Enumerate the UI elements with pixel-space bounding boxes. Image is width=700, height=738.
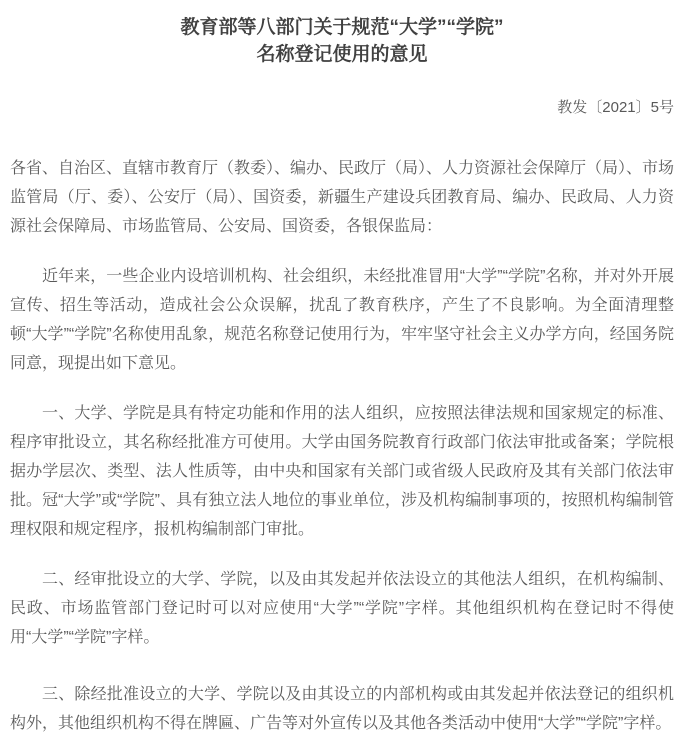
document-number: 教发〔2021〕5号 [557, 99, 674, 116]
document-title-line-2: 名称登记使用的意见 [256, 44, 428, 65]
document-title-line-1: 教育部等八部门关于规范“大学”“学院” [180, 17, 504, 38]
paragraph-intro: 近年来，一些企业内设培训机构、社会组织，未经批准冒用“大学”“学院”名称，并对外开展宣传、招生等活动，造成社会公众误解，扰乱了教育秩序，产生了不良影响。为全面清理整顿“大学”“学院”名称使用乱象，规范名称登记使用行为，牢牢坚守社会主义办学方向，经国务院同意，现提出如下意见。 [10, 268, 674, 372]
document-title [10, 14, 674, 68]
paragraph-item-1: 一、大学、学院是具有特定功能和作用的法人组织，应按照法律法规和国家规定的标准、程序审批设立，其名称经批准方可使用。大学由国务院教育行政部门依法审批或备案；学院根据办学层次、类型、法人性质等，由中央和国家有关部门或省级人民政府及其有关部门依法审批。冠“大学”或“学院”、具有独立法人地位的事业单位，涉及机构编制事项的，按照机构编制管理权限和规定程序，报机构编制部门审批。 [10, 405, 674, 538]
paragraph-addressees: 各省、自治区、直辖市教育厅（教委）、编办、民政厅（局）、人力资源社会保障厅（局）、市场监管局（厅、委）、公安厅（局）、国资委，新疆生产建设兵团教育局、编办、民政局、人力资源社会保障局、市场监管局、公安局、国资委，各银保监局： [10, 160, 675, 235]
paragraph-item-3: 三、除经批准设立的大学、学院以及由其设立的内部机构或由其发起并依法登记的组织机构外，其他组织机构不得在牌匾、广告等对外宣传以及其他各类活动中使用“大学”“学院”字样。 [10, 686, 674, 732]
paragraph-item-2: 二、经审批设立的大学、学院，以及由其发起并依法设立的其他法人组织，在机构编制、民政、市场监管部门登记时可以对应使用“大学”“学院”字样。其他组织机构在登记时不得使用“大学”“学院”字样。 [10, 571, 674, 646]
